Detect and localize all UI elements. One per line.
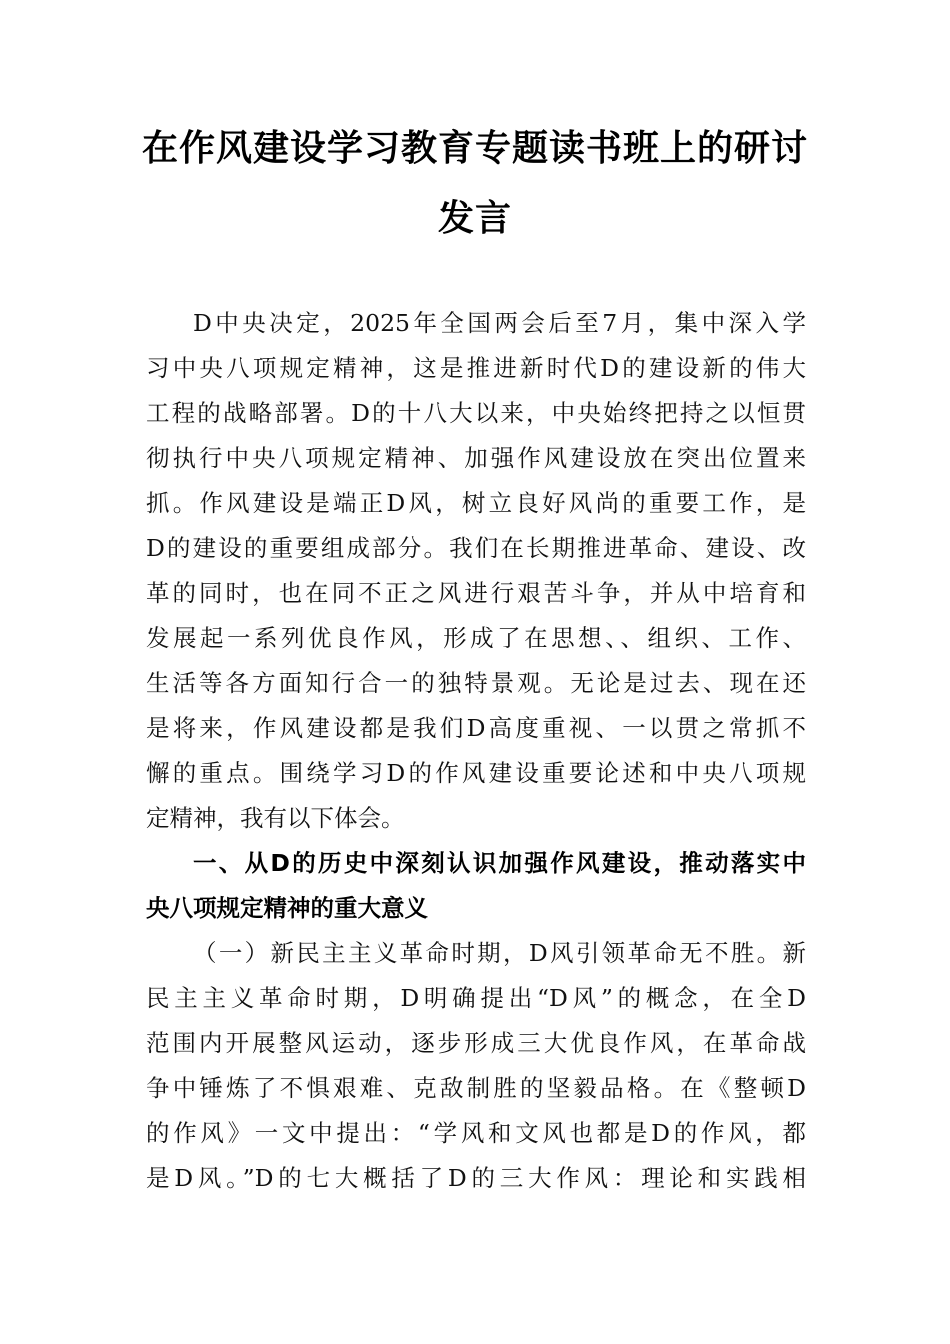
paragraph-line: 生活等各方面知行合一的独特景观。无论是过去、现在还 xyxy=(146,669,806,697)
paragraph-line: 是将来，作风建设都是我们D高度重视、一以贯之常抓不 xyxy=(146,714,806,742)
paragraph-line: 革的同时，也在同不正之风进行艰苦斗争，并从中培育和 xyxy=(146,579,806,607)
section-heading-line: 央八项规定精神的重大意义 xyxy=(146,894,428,922)
paragraph-line: 民主主义革命时期，D明确提出“D风”的概念，在全D xyxy=(146,984,806,1012)
paragraph-line: 抓。作风建设是端正D风，树立良好风尚的重要工作，是 xyxy=(146,489,806,517)
document-title-line-1: 在作风建设学习教育专题读书班上的研讨 xyxy=(141,127,808,169)
paragraph-line: 懈的重点。围绕学习D的作风建设重要论述和中央八项规 xyxy=(146,759,806,787)
paragraph-line: 工程的战略部署。D的十八大以来，中央始终把持之以恒贯 xyxy=(146,399,806,427)
paragraph-line: 争中锤炼了不惧艰难、克敌制胜的坚毅品格。在《整顿D xyxy=(146,1074,806,1102)
section-heading-line: 一、从D的历史中深刻认识加强作风建设，推动落实中 xyxy=(193,849,806,877)
paragraph-line: D的建设的重要组成部分。我们在长期推进革命、建设、改 xyxy=(146,534,806,562)
paragraph-line: D中央决定，2025年全国两会后至7月，集中深入学 xyxy=(193,309,806,337)
paragraph-line: 的作风》一文中提出：“学风和文风也都是D的作风，都 xyxy=(146,1119,806,1147)
paragraph-line: 是D风。”D的七大概括了D的三大作风：理论和实践相 xyxy=(146,1164,806,1192)
paragraph-line: 范围内开展整风运动，逐步形成三大优良作风，在革命战 xyxy=(146,1029,806,1057)
paragraph-line: 习中央八项规定精神，这是推进新时代D的建设新的伟大 xyxy=(146,354,806,382)
paragraph-line: （一）新民主主义革命时期，D风引领革命无不胜。新 xyxy=(193,939,806,967)
paragraph-line: 发展起一系列优良作风，形成了在思想、、组织、工作、 xyxy=(146,624,806,652)
document-title-line-2: 发言 xyxy=(437,197,512,239)
paragraph-line: 定精神，我有以下体会。 xyxy=(146,804,405,832)
paragraph-line: 彻执行中央八项规定精神、加强作风建设放在突出位置来 xyxy=(146,444,806,472)
